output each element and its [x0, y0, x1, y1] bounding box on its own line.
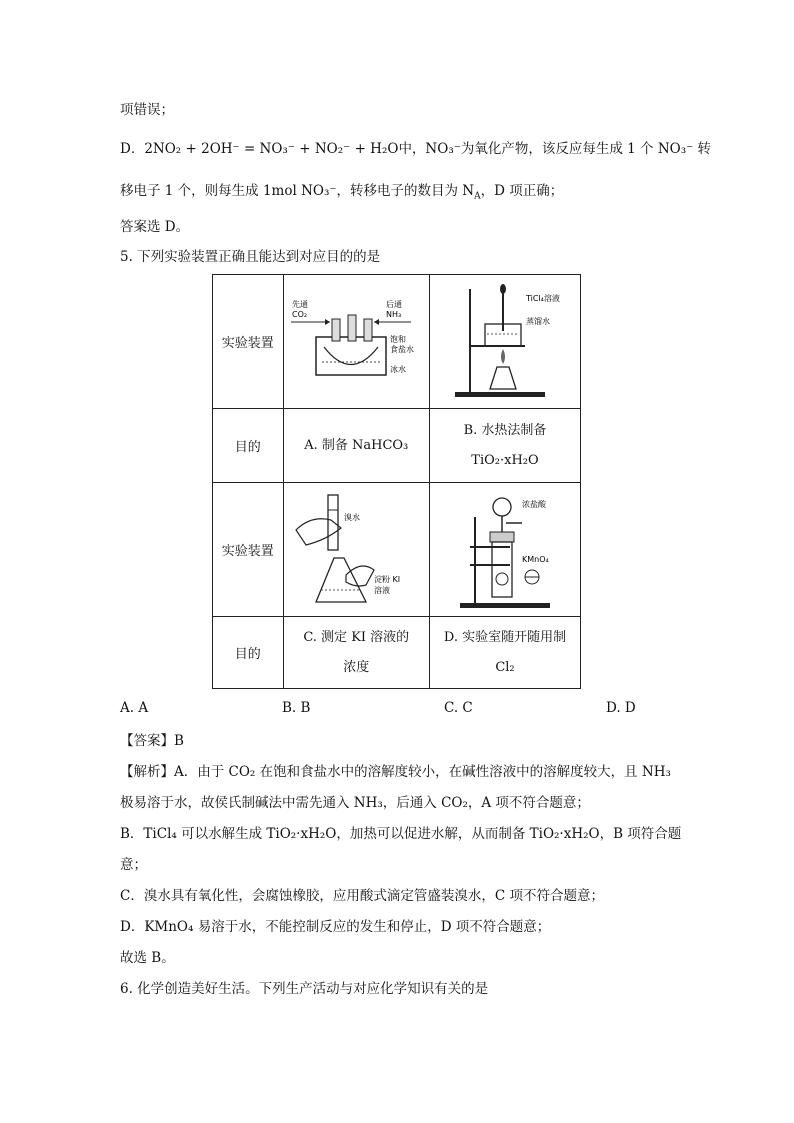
fig-d-label-2: KMnO₄ [521, 555, 549, 564]
purpose-a: A. 制备 NaHCO₃ [283, 409, 429, 483]
previous-answer-line: 答案选 D。 [120, 219, 190, 235]
figure-d-apparatus [430, 487, 580, 612]
fig-a-label-7: 冰水 [390, 364, 407, 374]
option-d-analysis-line2 [120, 181, 563, 207]
analysis-c: C．溴水具有氧化性，会腐蚀橡胶，应用酸式滴定管盛装溴水，C 项不符合题意； [120, 888, 604, 904]
option-d-equation: 2NO₂ + 2OH⁻ = NO₃⁻ + NO₂⁻ + H₂O [144, 141, 399, 157]
question-6-stem: 6. 化学创造美好生活。下列生产活动与对应化学知识有关的是 [120, 981, 489, 997]
question-5-table [212, 274, 581, 689]
answer-label: 【答案】B [120, 733, 184, 749]
purpose-c-line1: C. 测定 KI 溶液的 [303, 629, 410, 645]
figure-a-apparatus [286, 287, 426, 397]
prev-option-end: 项错误； [120, 102, 174, 118]
fig-a-label-3: 后通 [386, 299, 403, 309]
purpose-b-line2: TiO₂·xH₂O [471, 452, 539, 468]
figure-a-cell [283, 275, 429, 409]
option-d-text2-end: ，D 项正确； [480, 183, 564, 199]
figure-d-cell [429, 483, 580, 617]
choice-a[interactable]: A. A [120, 700, 149, 716]
label-purpose-1: 目的 [213, 409, 284, 483]
label-device-2: 实验装置 [213, 483, 284, 617]
choice-c[interactable]: C. C [444, 700, 473, 716]
choice-b[interactable]: B. B [282, 700, 311, 716]
device-row-cd [213, 483, 581, 617]
analysis-a-line2: 极易溶于水，故侯氏制碱法中需先通入 NH₃，后通入 CO₂，A 项不符合题意； [120, 795, 590, 811]
conclusion: 故选 B。 [120, 950, 175, 966]
figure-b-cell [429, 275, 580, 409]
label-purpose-2: 目的 [213, 617, 284, 689]
analysis-b-line2: 意； [120, 857, 147, 873]
analysis-d: D．KMnO₄ 易溶于水，不能控制反应的发生和停止，D 项不符合题意； [120, 919, 551, 935]
figure-c-apparatus [286, 490, 426, 610]
fig-a-label-2: CO₂ [292, 309, 308, 319]
purpose-row-ab [213, 409, 581, 483]
purpose-b [429, 409, 580, 483]
fig-a-label-4: NH₃ [386, 309, 402, 319]
figure-b-apparatus [430, 279, 580, 404]
fig-c-label-3: 溶液 [374, 585, 391, 595]
fig-a-label-1: 先通 [292, 299, 309, 309]
purpose-row-cd [213, 617, 581, 689]
purpose-c-line2: 浓度 [343, 659, 370, 675]
option-d-text2: 移电子 1 个，则每生成 1mol NO₃⁻，转移电子的数目为 N [120, 183, 475, 199]
device-row-ab [213, 275, 581, 409]
purpose-d [429, 617, 580, 689]
purpose-d-line2: Cl₂ [495, 659, 515, 675]
option-d-prefix: D． [120, 141, 145, 157]
fig-c-label-1: 溴水 [344, 512, 361, 522]
fig-d-label-1: 浓盐酸 [521, 500, 546, 509]
purpose-d-line1: D. 实验室随开随用制 [443, 629, 567, 645]
fig-b-label-1: TiCl₄溶液 [525, 294, 560, 303]
option-d-text1: 中，NO₃⁻为氧化产物，该反应每生成 1 个 NO₃⁻ 转 [398, 141, 712, 157]
analysis-a-line1: 【解析】A．由于 CO₂ 在饱和食盐水中的溶解度较小，在碱性溶液中的溶解度较大，且 NH₃ [120, 764, 671, 780]
figure-c-cell [283, 483, 429, 617]
option-d-analysis-line1 [120, 139, 711, 159]
fig-b-label-2: 蒸馏水 [525, 317, 550, 326]
avogadro-subscript: A [474, 191, 481, 202]
answer-choices [120, 700, 640, 720]
choice-d[interactable]: D. D [606, 700, 636, 716]
fig-c-label-2: 淀粉 KI [374, 574, 401, 584]
fig-a-label-5: 饱和 [390, 334, 407, 344]
purpose-c [283, 617, 429, 689]
fig-a-label-6: 食盐水 [390, 344, 415, 354]
label-device-1: 实验装置 [213, 275, 284, 409]
question-5-stem: 5. 下列实验装置正确且能达到对应目的的是 [120, 249, 381, 265]
analysis-b-line1: B．TiCl₄ 可以水解生成 TiO₂·xH₂O，加热可以促进水解，从而制备 TiO₂·xH₂O，B 项符合题 [120, 826, 682, 842]
purpose-b-line1: B. 水热法制备 [463, 422, 547, 438]
